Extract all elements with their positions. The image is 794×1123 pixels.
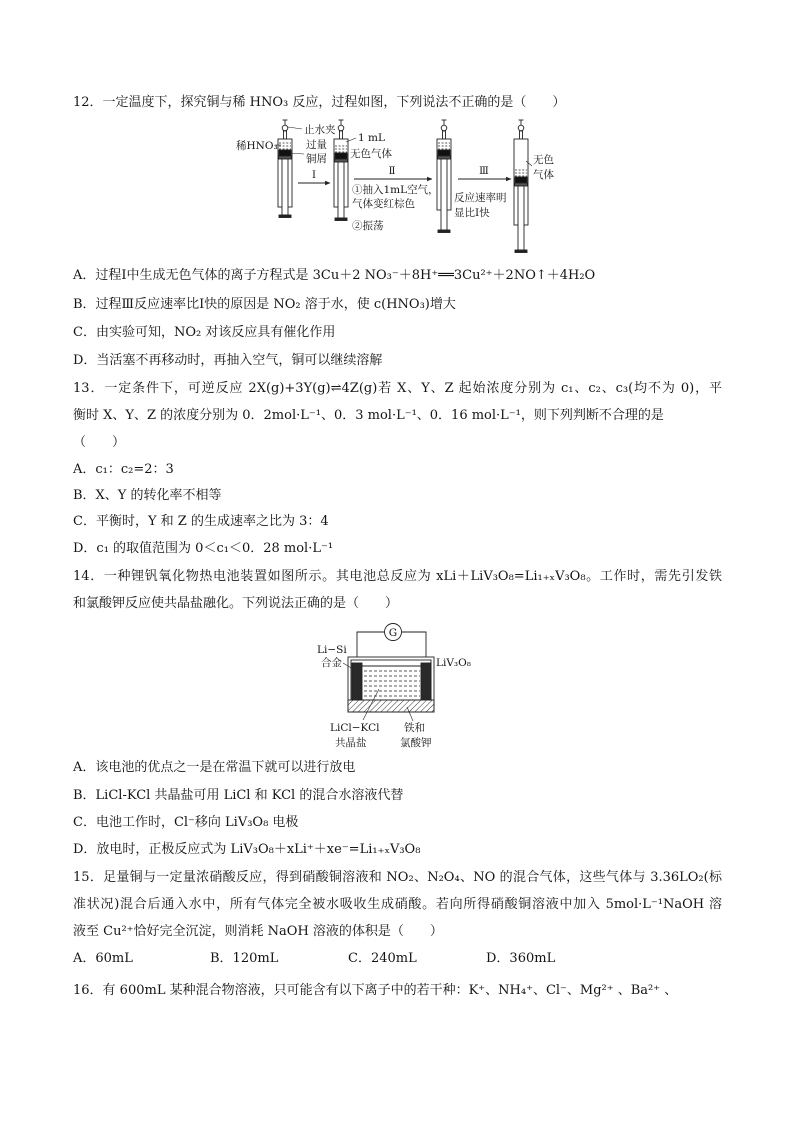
q15-option-a: A．60mL xyxy=(73,951,133,966)
q13-option-b: B．X、Y 的转化率不相等 xyxy=(73,488,222,503)
copper-turnings xyxy=(438,150,450,156)
plunger-plate xyxy=(438,230,450,233)
q15-option-c: C．240mL xyxy=(348,951,417,966)
clamp-label: 止水夹 xyxy=(304,124,336,136)
anode-label-2: 合金 xyxy=(321,657,342,669)
q13-stem-line-2: 衡时 X、Y、Z 的浓度分别为 0．2mol·L⁻¹、0．3 mol·L⁻¹、0．16 mol·L⁻¹，则下列判断不合理的是 xyxy=(73,408,664,423)
q12-apparatus-figure xyxy=(230,117,570,257)
igniter-layer xyxy=(348,700,434,712)
step-2-note-1: ①抽入1mL空气， xyxy=(352,184,439,196)
colorless-gas-label: 无色气体 xyxy=(350,148,392,160)
plunger-rod xyxy=(441,159,447,230)
plunger-rod xyxy=(338,162,344,218)
step-2-note-2: 气体变红棕色 xyxy=(352,198,415,210)
stopcock xyxy=(338,125,344,131)
stopcock xyxy=(518,125,524,131)
syringe-3 xyxy=(437,120,451,233)
nozzle xyxy=(443,131,446,139)
anode-label-1: Li−Si xyxy=(317,644,347,656)
copper-turnings xyxy=(335,153,347,159)
stopcock xyxy=(441,125,447,131)
igniter-label-1: 铁和 xyxy=(404,722,425,734)
leader-line xyxy=(288,127,302,129)
q13-stem-line-1: 13．一定条件下，可逆反应 2X(g)+3Y(g)⇌4Z(g)若 X、Y、Z 起始浓度分别为 c₁、c₂、c₃(均不为 0)，平 xyxy=(73,381,722,396)
step-2-label: Ⅱ xyxy=(388,166,396,177)
q14-stem-line-2: 和氯酸钾反应使共晶盐融化。下列说法正确的是（ ） xyxy=(73,596,399,611)
q12-option-d: D．当活塞不再移动时，再抽入空气，铜可以继续溶解 xyxy=(73,353,383,368)
electrolyte-label-2: 共晶盐 xyxy=(335,737,367,749)
plunger-plate xyxy=(279,215,291,218)
step-3-note-2: 显比Ⅰ快 xyxy=(454,207,490,219)
q14-stem-line-1: 14．一种锂钒氧化物热电池装置如图所示。其电池总反应为 xLi＋LiV₃O₈=Li₁₊ₓV₃O₈。工作时，需先引发铁 xyxy=(73,569,722,584)
nozzle xyxy=(340,131,343,139)
q12-option-b: B．过程Ⅲ反应速率比Ⅰ快的原因是 NO₂ 溶于水，使 c(HNO₃)增大 xyxy=(73,297,456,312)
q12-stem: 12．一定温度下，探究铜与稀 HNO₃ 反应，过程如图，下列说法不正确的是（ ） xyxy=(73,95,566,110)
step-1-label: Ⅰ xyxy=(312,170,316,181)
final-gas-label-1: 无色 xyxy=(533,154,554,166)
syringe-1 xyxy=(278,120,292,218)
q13-option-c: C．平衡时，Y 和 Z 的生成速率之比为 3：4 xyxy=(73,514,329,529)
step-2-note-3: ②振荡 xyxy=(352,220,384,232)
q12-option-a: A．过程Ⅰ中生成无色气体的离子方程式是 3Cu＋2 NO₃⁻＋8H⁺══3Cu²⁺＋2NO↑＋4H₂O xyxy=(73,268,596,283)
cathode-label: LiV₃O₈ xyxy=(436,657,471,669)
q12-option-c: C．由实验可知，NO₂ 对该反应具有催化作用 xyxy=(73,325,336,340)
q15-option-d: D．360mL xyxy=(486,951,556,966)
plunger-plate xyxy=(335,218,347,221)
nozzle xyxy=(284,131,287,139)
syringe-2 xyxy=(334,120,348,221)
plunger-rod xyxy=(518,186,524,250)
galvanometer-label: G xyxy=(388,627,398,639)
q15-stem-line-2: 准状况)混合后通入水中，所有气体完全被水吸收生成硝酸。若向所得硝酸铜溶液中加入 5mol·L⁻¹NaOH 溶 xyxy=(73,897,722,912)
copper-label-1: 过量 xyxy=(306,139,327,151)
electrolyte-label-1: LiCl−KCl xyxy=(330,722,380,734)
copper-turnings xyxy=(279,150,291,156)
plunger-rod xyxy=(282,159,288,215)
q15-stem-line-3: 液至 Cu²⁺恰好完全沉淀，则消耗 NaOH 溶液的体积是（ ） xyxy=(73,924,443,939)
copper-label-2: 铜屑 xyxy=(306,153,327,165)
igniter-label-2: 氯酸钾 xyxy=(400,737,432,749)
gas-volume-label: 1 mL xyxy=(358,132,385,144)
step-3-label: Ⅲ xyxy=(479,166,489,177)
plunger-plate xyxy=(515,250,527,253)
q13-option-a: A．c₁：c₂=2：3 xyxy=(73,462,174,477)
anode-electrode xyxy=(352,663,362,700)
q13-option-d: D．c₁ 的取值范围为 0＜c₁＜0．28 mol·L⁻¹ xyxy=(73,541,334,556)
q14-option-a: A．该电池的优点之一是在常温下就可以进行放电 xyxy=(73,760,356,775)
cathode-electrode xyxy=(421,663,431,700)
copper-turnings xyxy=(515,177,527,183)
q16-stem: 16．有 600mL 某种混合物溶液，只可能含有以下离子中的若干种：K⁺、NH₄⁺、Cl⁻、Mg²⁺ 、Ba²⁺ 、 xyxy=(73,983,678,998)
stopcock xyxy=(282,125,288,131)
step-3-note-1: 反应速率明 xyxy=(454,192,507,204)
syringe-4 xyxy=(514,120,528,253)
q15-option-b: B．120mL xyxy=(210,951,279,966)
nozzle xyxy=(520,131,523,139)
q14-option-c: C．电池工作时，Cl⁻移向 LiV₃O₈ 电极 xyxy=(73,815,299,830)
q14-option-b: B．LiCl-KCl 共晶盐可用 LiCl 和 KCl 的混合水溶液代替 xyxy=(73,788,404,803)
q14-battery-figure xyxy=(315,619,487,755)
dilute-nitric-acid-label: 稀HNO₃ xyxy=(236,140,278,152)
q13-stem-line-3: （ ） xyxy=(73,435,126,450)
q14-option-d: D．放电时，正极反应式为 LiV₃O₈＋xLi⁺＋xe⁻=Li₁₊ₓV₃O₈ xyxy=(73,842,421,857)
final-gas-label-2: 气体 xyxy=(533,169,554,181)
q15-stem-line-1: 15．足量铜与一定量浓硝酸反应，得到硝酸铜溶液和 NO₂、N₂O₄、NO 的混合气体，这些气体与 3.36LO₂(标 xyxy=(73,870,722,885)
